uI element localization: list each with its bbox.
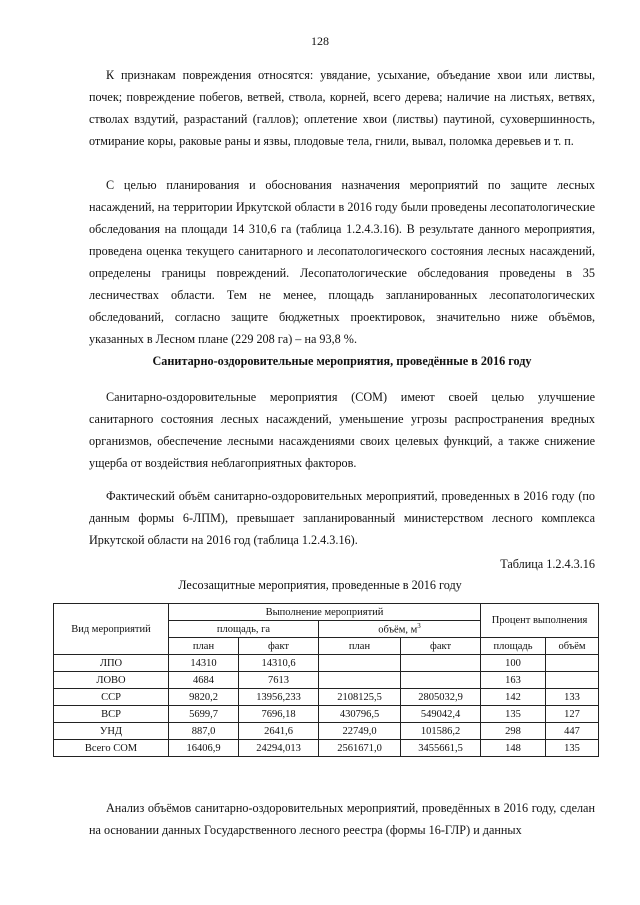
- header-volume: объём, $м^3$: [319, 621, 481, 638]
- header-volume-fact: факт: [401, 638, 481, 655]
- table-row: ЛОВО 4684 7613 163: [54, 672, 599, 689]
- table-row: ВСР 5699,7 7696,18 430796,5 549042,4 135 127: [54, 706, 599, 723]
- section-heading: Санитарно-оздоровительные мероприятия, проведённые в 2016 году: [152, 354, 532, 368]
- header-percent: Процент выполнения: [481, 604, 599, 638]
- header-execution: Выполнение мероприятий: [169, 604, 481, 621]
- header-area-fact: факт: [239, 638, 319, 655]
- table-label: Таблица 1.2.4.3.16: [500, 557, 595, 571]
- table-row: ЛПО 14310 14310,6 100: [54, 655, 599, 672]
- paragraph-analysis: Анализ объёмов санитарно-оздоровительных мероприятий, проведённых в 2016 году, сделан на основании данных Государственного лесного реестра (формы 16-ГЛР) и данных: [89, 801, 595, 837]
- header-pct-volume: объём: [546, 638, 599, 655]
- paragraph-som-purpose: Санитарно-оздоровительные мероприятия (СОМ) имеют своей целью улучшение санитарного состояния лесных насаждений, уменьшение угрозы распространения вредных организмов, обеспечение лесными насаждениями своих целевых функций, а также снижение ущерба от воздействия неблагоприятных факторов.: [89, 390, 595, 470]
- table-row-total: Всего СОМ 16406,9 24294,013 2561671,0 3455661,5 148 135: [54, 740, 599, 757]
- page-number: 128: [311, 34, 329, 48]
- header-area: площадь, га: [169, 621, 319, 638]
- header-volume-plan: план: [319, 638, 401, 655]
- forest-protection-table: [53, 603, 599, 757]
- header-activity-type: Вид мероприятий: [54, 604, 169, 655]
- paragraph-planning: С целью планирования и обоснования назначения мероприятий по защите лесных насаждений, на территории Иркутской области в 2016 году были проведены лесопатологические обследования на площади 14 310,6 га (таблица 1.2.4.3.16). В результате данного мероприятия, проведена оценка текущего санитарного и лесопатологического состояния лесных насаждений, определены границы повреждений. Лесопатологические обследования проведены в 35 лесничествах области. Тем не менее, площадь запланированных лесопатологических обследований, согласно защите бюджетных проектировок, значительно ниже объёмов, указанных в Лесном плане (229 208 га) – на 93,8 %.: [89, 178, 595, 346]
- table-caption: Лесозащитные мероприятия, проведенные в 2016 году: [178, 578, 462, 592]
- paragraph-actual-volume: Фактический объём санитарно-оздоровительных мероприятий, проведенных в 2016 году (по данным формы 6-ЛПМ), превышает запланированный министерством лесного комплекса Иркутской области на 2016 год (таблица 1.2.4.3.16).: [89, 489, 595, 547]
- paragraph-damage-signs: К признакам повреждения относятся: увядание, усыхание, объедание хвои или листвы, почек; повреждение побегов, ветвей, ствола, корней, всего дерева; наличие на листьях, ветвях, стволах вздутий, разрастаний (галлов); оплетение хвои (листвы) паутиной, суховершинность, отмирание коры, раковые раны и язвы, плодовые тела, гнили, вывал, поломка деревьев и т. п.: [89, 68, 595, 148]
- header-area-plan: план: [169, 638, 239, 655]
- header-pct-area: площадь: [481, 638, 546, 655]
- table-row: ССР 9820,2 13956,233 2108125,5 2805032,9 142 133: [54, 689, 599, 706]
- table-row: УНД 887,0 2641,6 22749,0 101586,2 298 447: [54, 723, 599, 740]
